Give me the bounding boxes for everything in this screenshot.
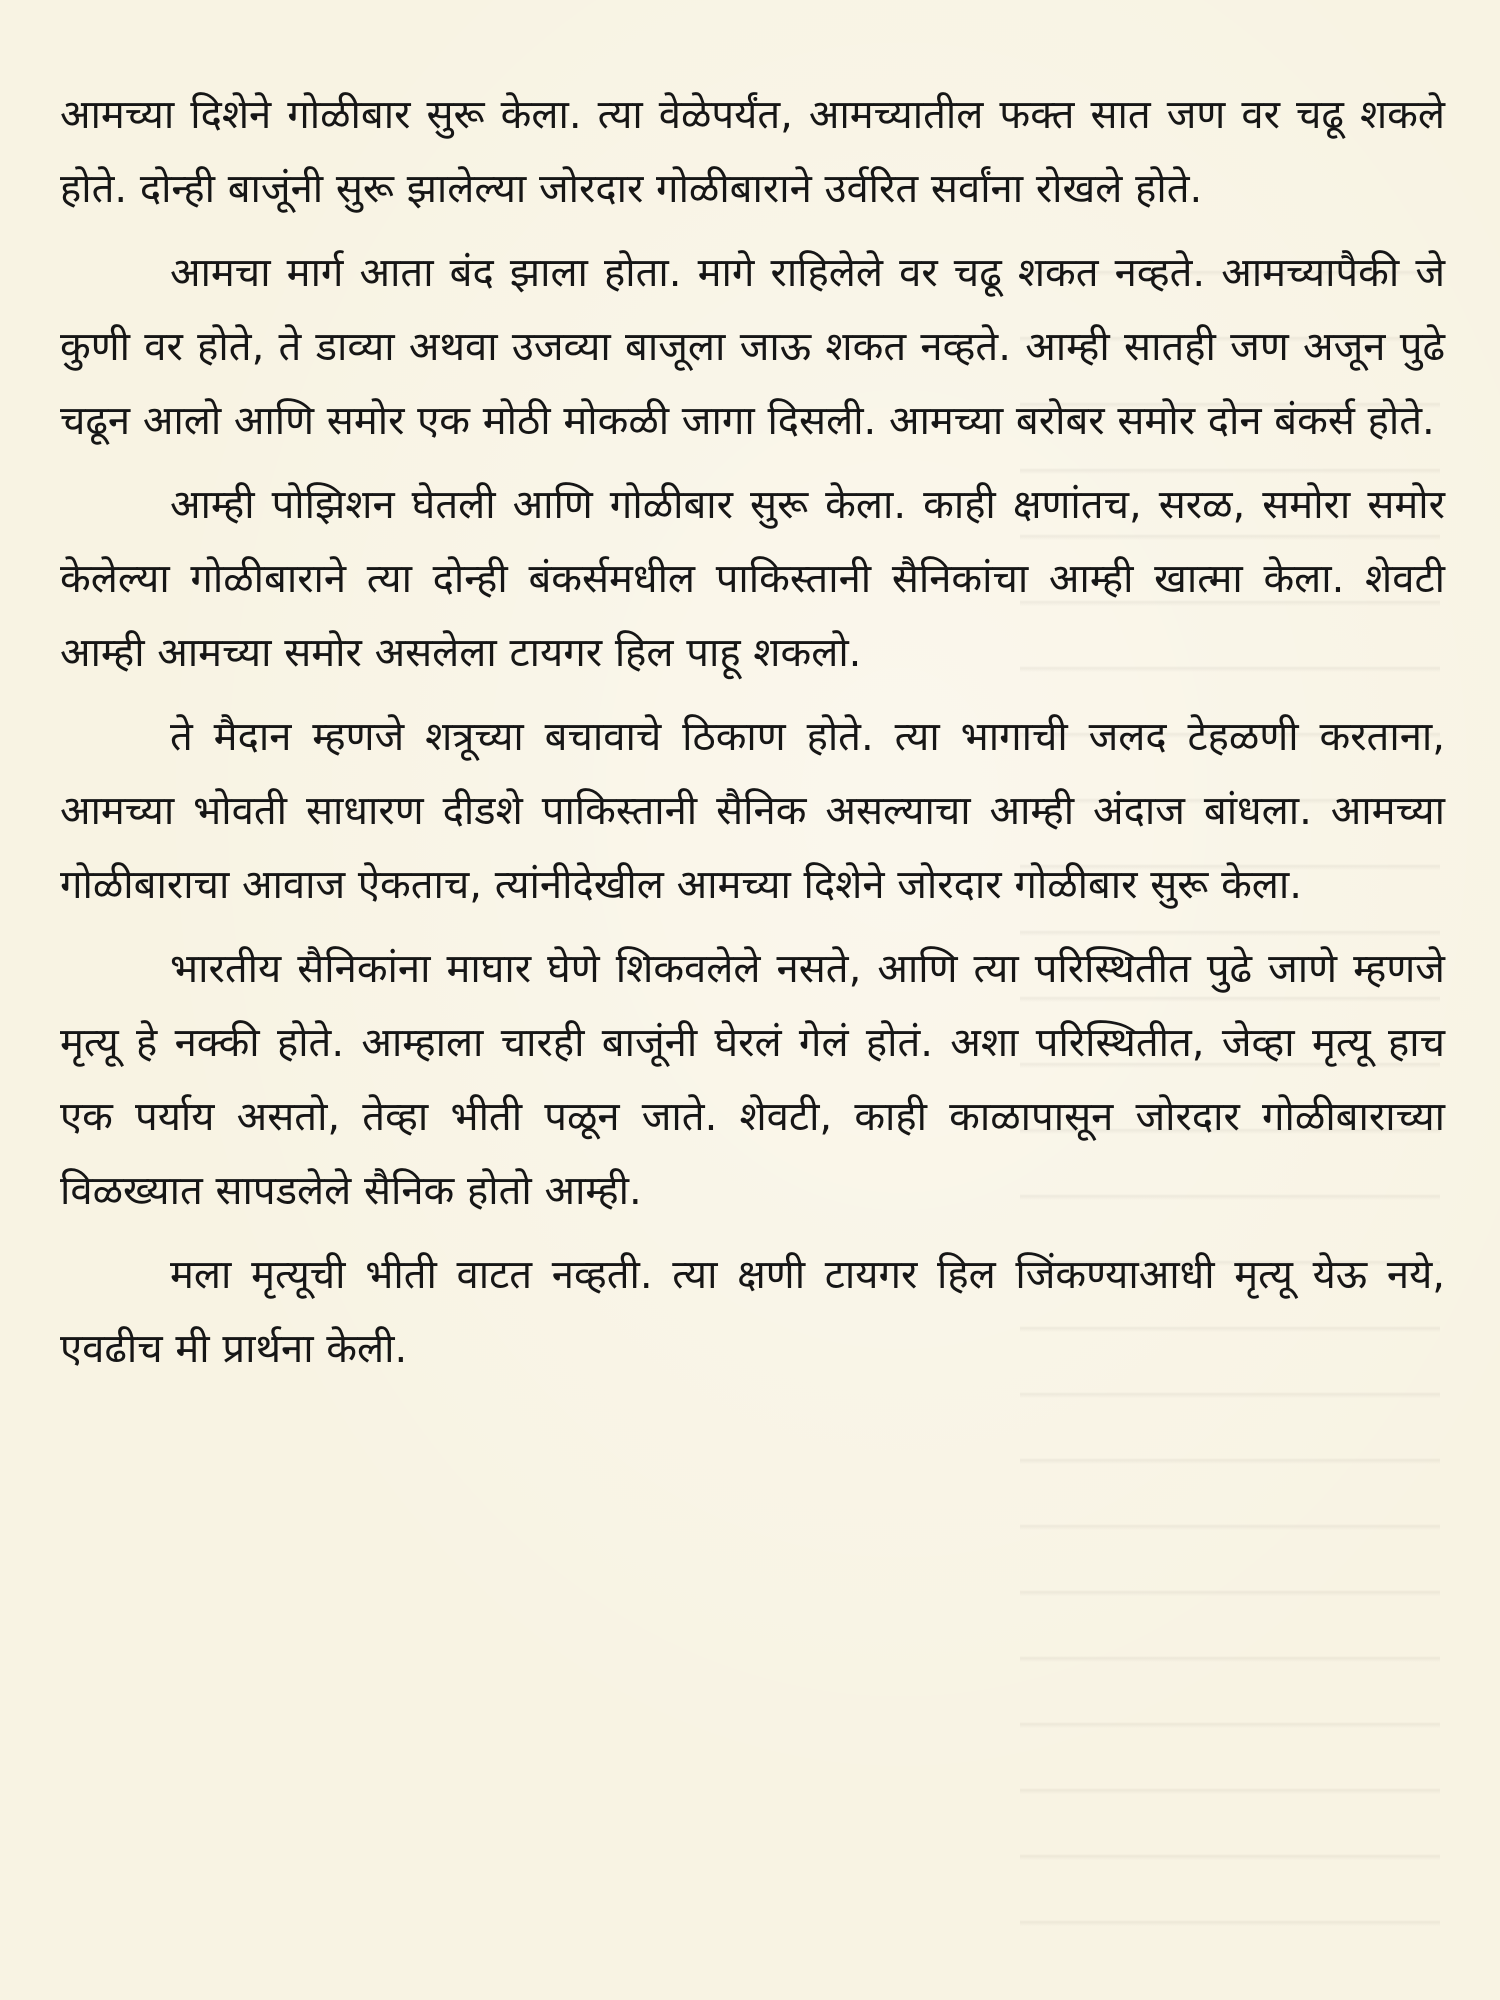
paragraph-2: आमचा मार्ग आता बंद झाला होता. मागे राहिलेले वर चढू शकत नव्हते. आमच्यापैकी जे कुणी वर होते, ते डाव्या अथवा उजव्या बाजूला जाऊ शकत नव्हते. आम्ही सातही जण अजून पुढे चढून आलो आणि समोर एक मोठी मोकळी जागा दिसली. आमच्या बरोबर समोर दोन बंकर्स होते.	[60, 250, 1445, 444]
paragraph-5: भारतीय सैनिकांना माघार घेणे शिकवलेले नसते, आणि त्या परिस्थितीत पुढे जाणे म्हणजे मृत्यू हे नक्की होते. आम्हाला चारही बाजूंनी घेरलं गेलं होतं. अशा परिस्थितीत, जेव्हा मृत्यू हाच एक पर्याय असतो, तेव्हा भीती पळून जाते. शेवटी, काही काळापासून जोरदार गोळीबाराच्या विळख्यात सापडलेले सैनिक होतो आम्ही.	[60, 946, 1445, 1214]
paragraph-3: आम्ही पोझिशन घेतली आणि गोळीबार सुरू केला. काही क्षणांतच, सरळ, समोरा समोर केलेल्या गोळीबाराने त्या दोन्ही बंकर्समधील पाकिस्तानी सैनिकांचा आम्ही खात्मा केला. शेवटी आम्ही आमच्या समोर असलेला टायगर हिल पाहू शकलो.	[60, 482, 1445, 676]
body-text	[60, 78, 1445, 1396]
paragraph-1: आमच्या दिशेने गोळीबार सुरू केला. त्या वेळेपर्यंत, आमच्यातील फक्त सात जण वर चढू शकले होते. दोन्ही बाजूंनी सुरू झालेल्या जोरदार गोळीबाराने उर्वरित सर्वांना रोखले होते.	[60, 92, 1445, 212]
paragraph-6: मला मृत्यूची भीती वाटत नव्हती. त्या क्षणी टायगर हिल जिंकण्याआधी मृत्यू येऊ नये, एवढीच मी प्रार्थना केली.	[60, 1252, 1445, 1372]
paragraph-4: ते मैदान म्हणजे शत्रूच्या बचावाचे ठिकाण होते. त्या भागाची जलद टेहळणी करताना, आमच्या भोवती साधारण दीडशे पाकिस्तानी सैनिक असल्याचा आम्ही अंदाज बांधला. आमच्या गोळीबाराचा आवाज ऐकताच, त्यांनीदेखील आमच्या दिशेने जोरदार गोळीबार सुरू केला.	[60, 714, 1445, 908]
